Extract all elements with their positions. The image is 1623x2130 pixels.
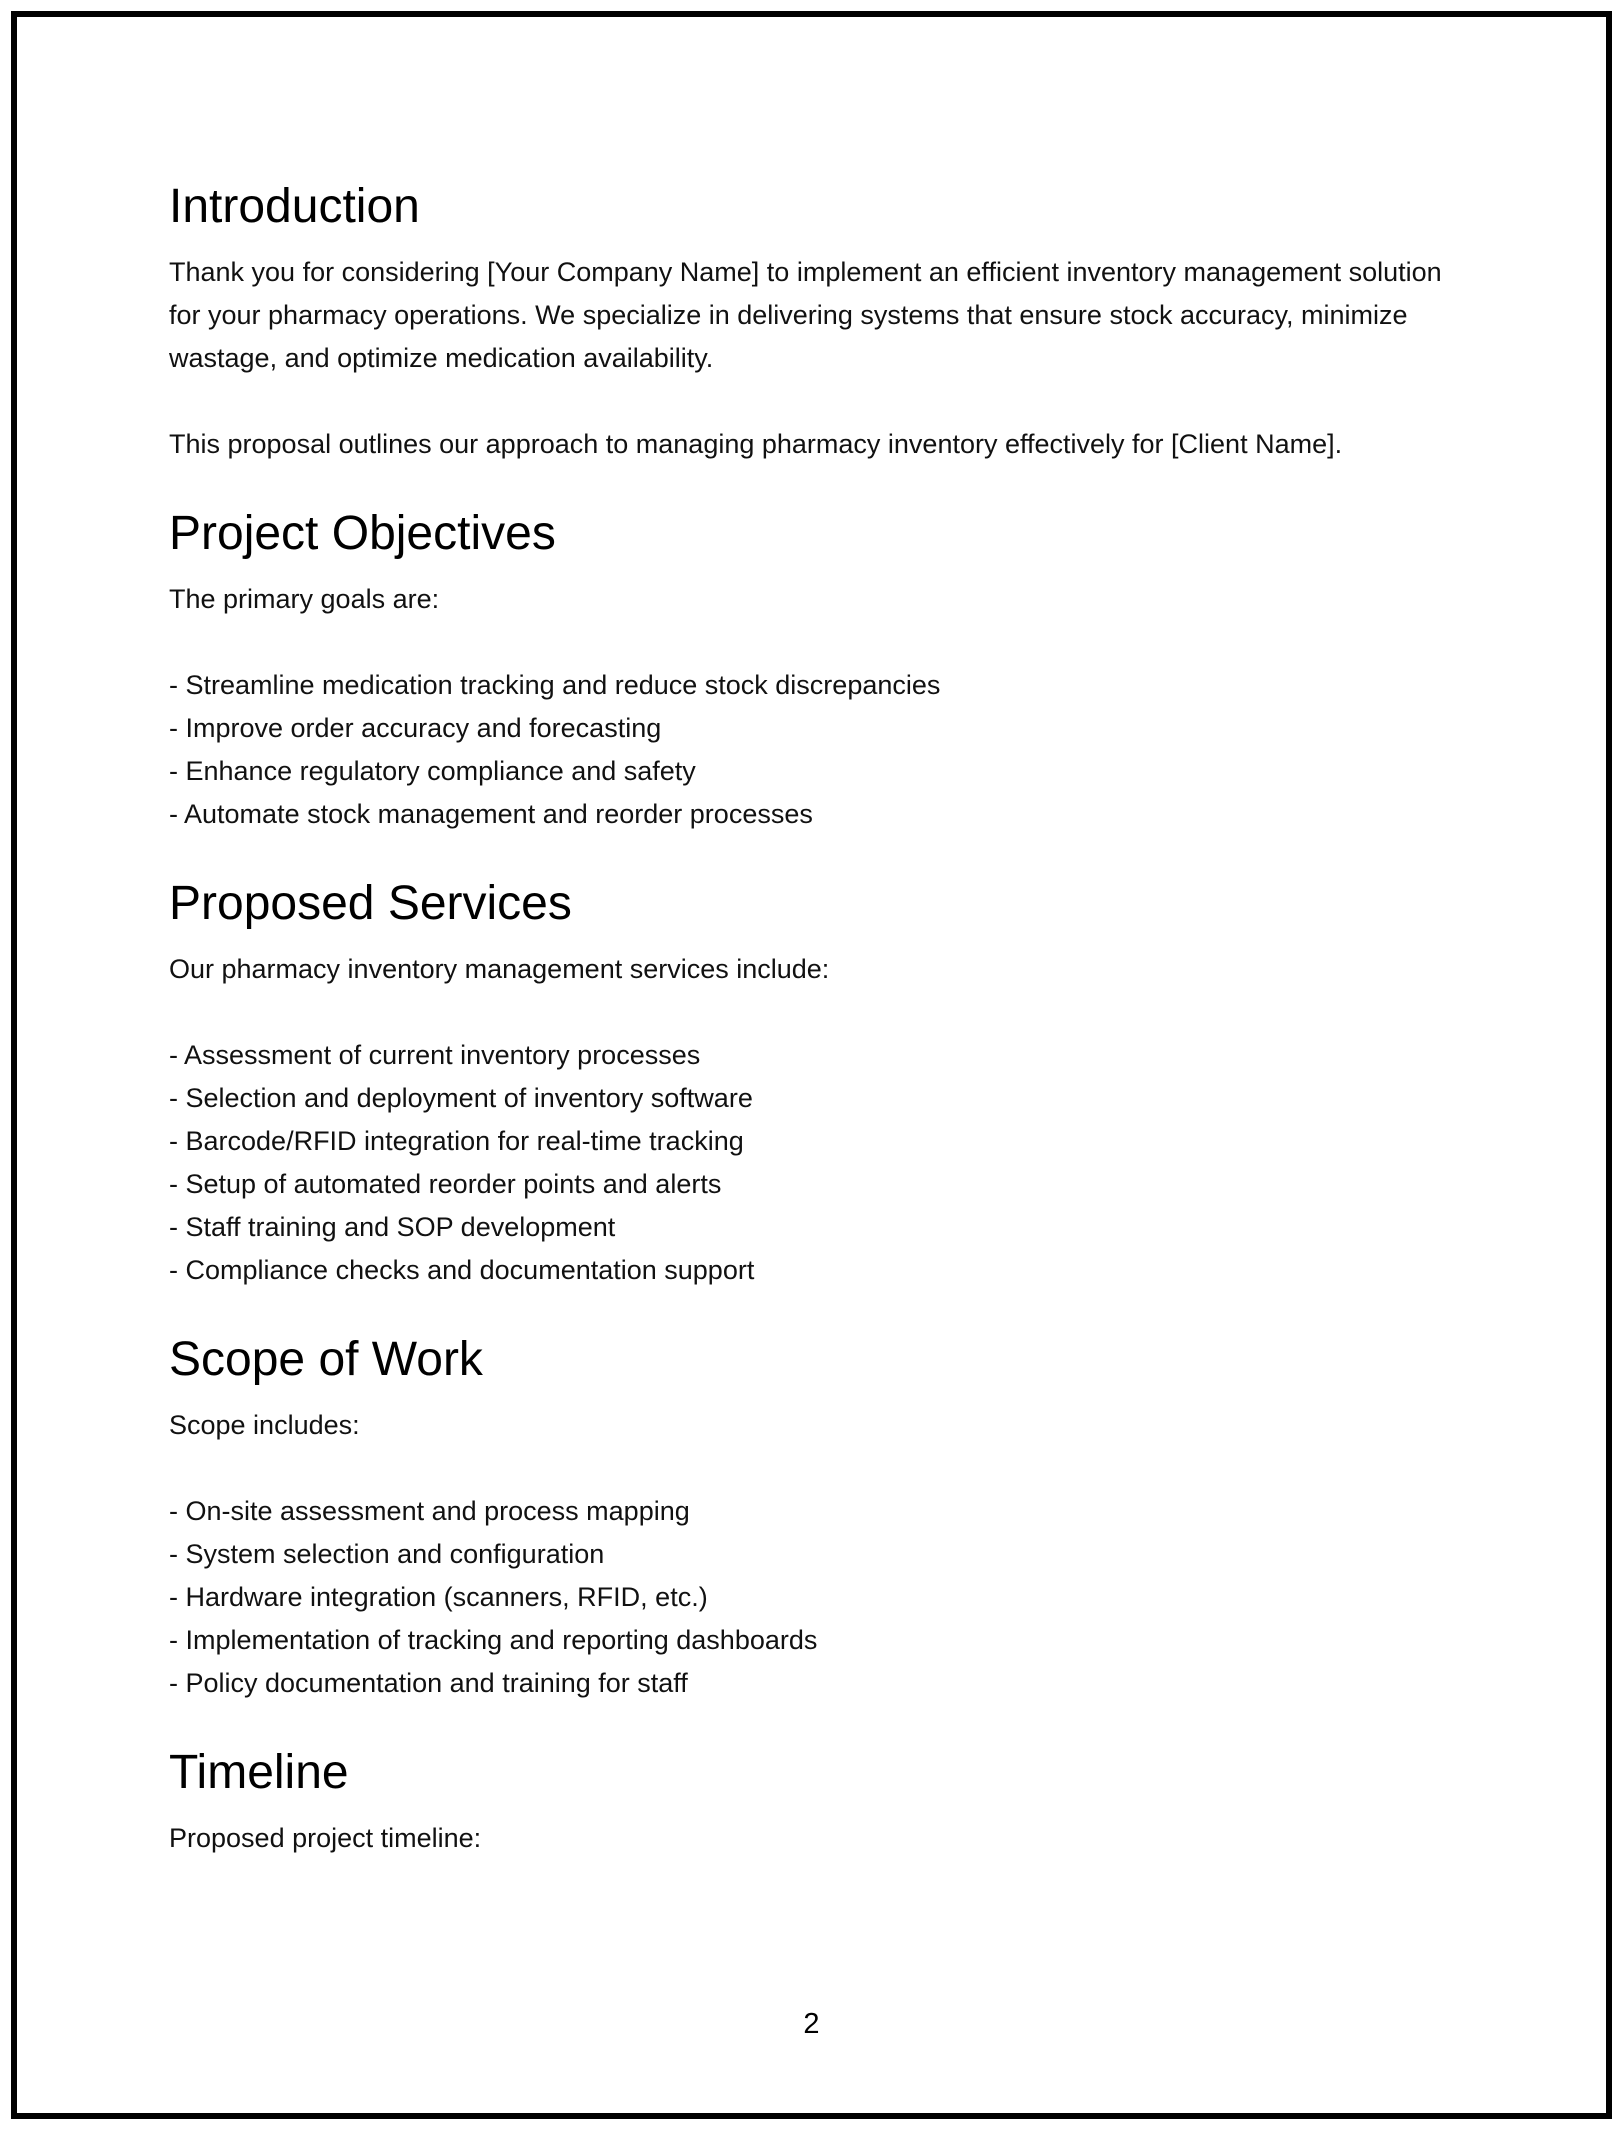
- services-list: [169, 1034, 1469, 1292]
- page-frame: [11, 11, 1612, 2119]
- objectives-list: [169, 664, 1469, 836]
- list-item: - System selection and configuration: [169, 1533, 1469, 1576]
- introduction-paragraph-2: This proposal outlines our approach to managing pharmacy inventory effectively for [Client Name].: [169, 429, 1343, 459]
- scope-heading: Scope of Work: [169, 1333, 483, 1386]
- section-project-objectives: [169, 506, 1469, 836]
- list-item: - Assessment of current inventory processes: [169, 1034, 1469, 1077]
- list-item: - Setup of automated reorder points and alerts: [169, 1163, 1469, 1206]
- list-item: - Selection and deployment of inventory software: [169, 1077, 1469, 1120]
- list-item: - Streamline medication tracking and reduce stock discrepancies: [169, 664, 1469, 707]
- list-item: - Enhance regulatory compliance and safety: [169, 750, 1469, 793]
- section-proposed-services: [169, 876, 1469, 1292]
- list-item: - Compliance checks and documentation support: [169, 1249, 1469, 1292]
- objectives-intro: The primary goals are:: [169, 584, 440, 614]
- document-body: [169, 179, 1469, 1900]
- list-item: - Implementation of tracking and reporting dashboards: [169, 1619, 1469, 1662]
- paragraph-gap: [169, 1447, 1469, 1490]
- paragraph-gap: [169, 380, 1469, 423]
- section-timeline: [169, 1745, 1469, 1860]
- list-item: - Staff training and SOP development: [169, 1206, 1469, 1249]
- timeline-heading: Timeline: [169, 1746, 349, 1799]
- list-item: - Hardware integration (scanners, RFID, etc.): [169, 1576, 1469, 1619]
- services-intro: Our pharmacy inventory management services include:: [169, 954, 830, 984]
- timeline-intro: Proposed project timeline:: [169, 1823, 482, 1853]
- introduction-heading: Introduction: [169, 180, 420, 233]
- list-item: - Barcode/RFID integration for real-time tracking: [169, 1120, 1469, 1163]
- list-item: - Policy documentation and training for staff: [169, 1662, 1469, 1705]
- list-item: - Improve order accuracy and forecasting: [169, 707, 1469, 750]
- list-item: - Automate stock management and reorder processes: [169, 793, 1469, 836]
- page-number: 2: [803, 2008, 820, 2040]
- services-heading: Proposed Services: [169, 877, 572, 930]
- paragraph-gap: [169, 621, 1469, 664]
- section-introduction: [169, 179, 1469, 466]
- list-item: - On-site assessment and process mapping: [169, 1490, 1469, 1533]
- introduction-paragraph-1: Thank you for considering [Your Company Name] to implement an efficient inventory management solution for your pharmacy operations. We specialize in delivering systems that ensure stock accuracy, minimize wastage, and optimize medication availability.: [169, 257, 1442, 373]
- scope-list: [169, 1490, 1469, 1705]
- section-scope-of-work: [169, 1332, 1469, 1705]
- paragraph-gap: [169, 991, 1469, 1034]
- objectives-heading: Project Objectives: [169, 507, 556, 560]
- scope-intro: Scope includes:: [169, 1410, 360, 1440]
